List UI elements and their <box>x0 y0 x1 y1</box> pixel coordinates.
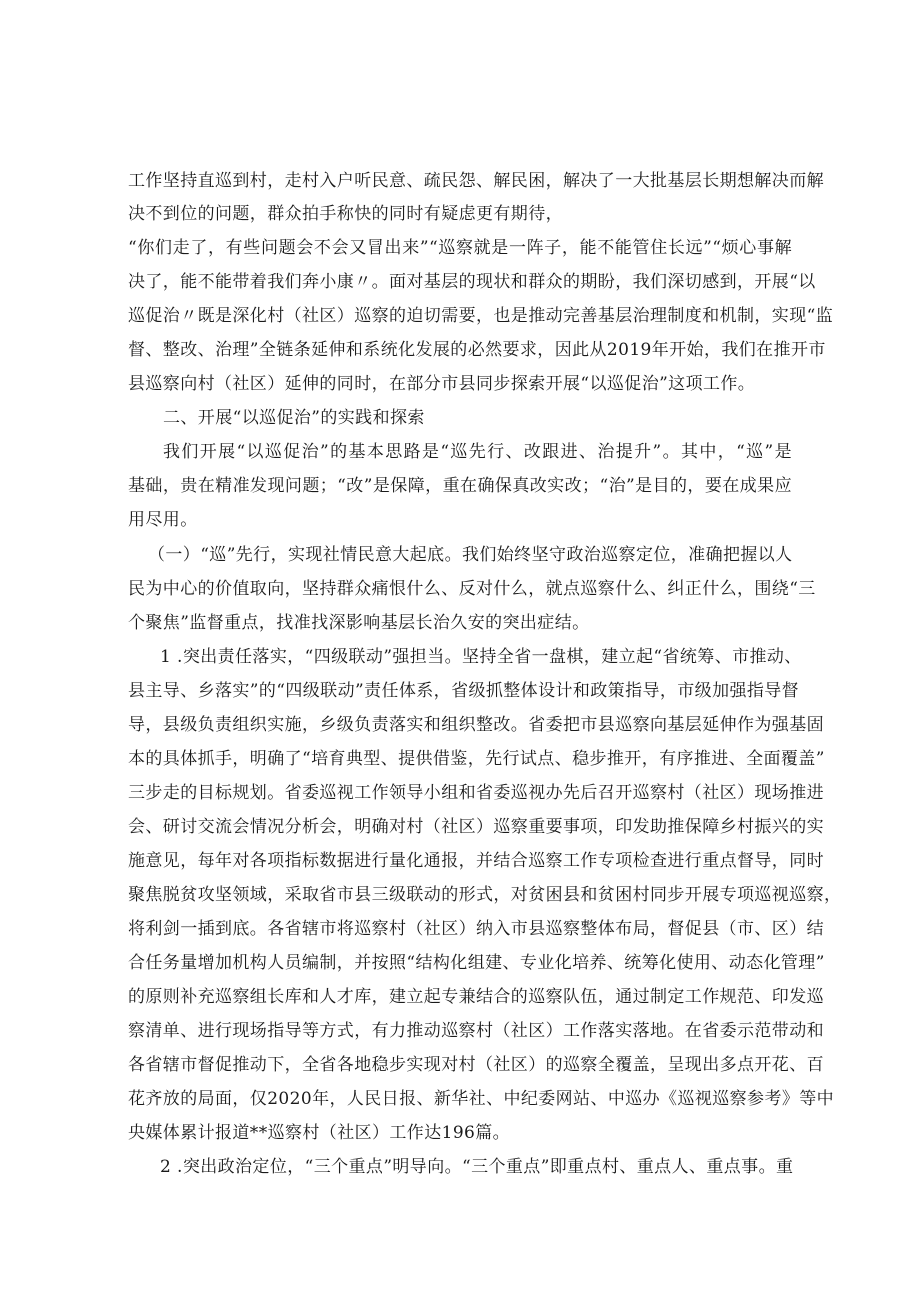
paragraph-line: 基础，贵在精准发现问题；“改”是保障，重在确保真改实改；“治”是目的，要在成果应 <box>128 476 792 496</box>
paragraph-line: 花齐放的局面，仅2020年，人民日报、新华社、中纪委网站、中巡办《巡视巡察参考》等中 <box>128 1089 835 1109</box>
paragraph-line: 察清单、进行现场指导等方式，有力推动巡察村（社区）工作落实落地。在省委示范带动和 <box>128 1021 824 1041</box>
numbered-item-line: 2 .突出政治定位，“三个重点”明导向。“三个重点”即重点村、重点人、重点事。重 <box>160 1157 794 1177</box>
paragraph-line: 个聚焦”监督重点，找准找深影响基层长治久安的突出症结。 <box>128 613 590 633</box>
paragraph-line: 民为中心的价值取向，坚持群众痛恨什么、反对什么，就点巡察什么、纠正什么，围绕“三 <box>128 579 816 599</box>
paragraph-line: 工作坚持直巡到村，走村入户听民意、疏民怨、解民困，解决了一大批基层长期想解决而解 <box>128 171 824 191</box>
paragraph-line: 会、研讨交流会情况分析会，明确对村（社区）巡察重要事项，印发助推保障乡村振兴的实 <box>128 817 824 837</box>
paragraph-line: 导，县级负责组织实施，乡级负责落实和组织整改。省委把市县巡察向基层延伸作为强基固 <box>128 715 824 735</box>
numbered-item-line: 1 .突出责任落实，“四级联动”强担当。坚持全省一盘棋，建立起“省统筹、市推动、 <box>160 647 802 667</box>
paragraph-line: 决不到位的问题，群众拍手称快的同时有疑虑更有期待， <box>128 204 563 224</box>
paragraph-line: 县主导、乡落实”的“四级联动”责任体系，省级抓整体设计和政策指导，市级加强指导督 <box>128 681 800 701</box>
paragraph-line: 我们开展“以巡促治”的基本思路是“巡先行、改跟进、治提升”。其中，“巡”是 <box>163 442 792 462</box>
paragraph-line: 聚焦脱贫攻坚领域，采取省市县三级联动的形式，对贫困县和贫困村同步开展专项巡视巡察， <box>128 885 842 905</box>
section-heading: 二、开展“以巡促治”的实践和探索 <box>163 408 425 428</box>
paragraph-line: 各省辖市督促推动下，全省各地稳步实现对村（社区）的巡察全覆盖，呈现出多点开花、百 <box>128 1055 824 1075</box>
paragraph-line: 央媒体累计报道**巡察村（社区）工作达196篇。 <box>128 1123 511 1143</box>
paragraph-line: 决了，能不能带着我们奔小康〃。面对基层的现状和群众的期盼，我们深切感到，开展“以 <box>128 272 816 292</box>
paragraph-line: 的原则补充巡察组长库和人才库，建立起专兼结合的巡察队伍，通过制定工作规范、印发巡 <box>128 987 824 1007</box>
paragraph-line: 用尽用。 <box>128 510 198 530</box>
paragraph-line: 县巡察向村（社区）延伸的同时，在部分市县同步探索开展“以巡促治”这项工作。 <box>128 374 756 394</box>
paragraph-line: 合任务量增加机构人员编制，并按照“结构化组建、专业化培养、统筹化使用、动态化管理” <box>128 953 825 973</box>
paragraph-line: 三步走的目标规划。省委巡视工作领导小组和省委巡视办先后召开巡察村（社区）现场推进 <box>128 783 824 803</box>
paragraph-line: 将利剑一插到底。各省辖市将巡察村（社区）纳入市县巡察整体布局，督促县（市、区）结 <box>128 919 824 939</box>
paragraph-line: 巡促治〃既是深化村（社区）巡察的迫切需要，也是推动完善基层治理制度和机制，实现“监 <box>128 306 834 326</box>
paragraph-line: 本的具体抓手，明确了“培育典型、提供借鉴，先行试点、稳步推开，有序推进、全面覆盖” <box>128 749 825 769</box>
paragraph-line: 施意见，每年对各项指标数据进行量化通报，并结合巡察工作专项检查进行重点督导，同时 <box>128 851 824 871</box>
paragraph-line: “你们走了，有些问题会不会又冒出来”“巡察就是一阵子，能不能管住长远”“烦心事解 <box>128 238 792 258</box>
paragraph-line: 督、整改、治理”全链条延伸和系统化发展的必然要求，因此从2019年开始，我们在推开市 <box>128 340 826 360</box>
subsection-heading-line: （一）“巡”先行，实现社情民意大起底。我们始终坚守政治巡察定位，准确把握以人 <box>148 545 793 565</box>
